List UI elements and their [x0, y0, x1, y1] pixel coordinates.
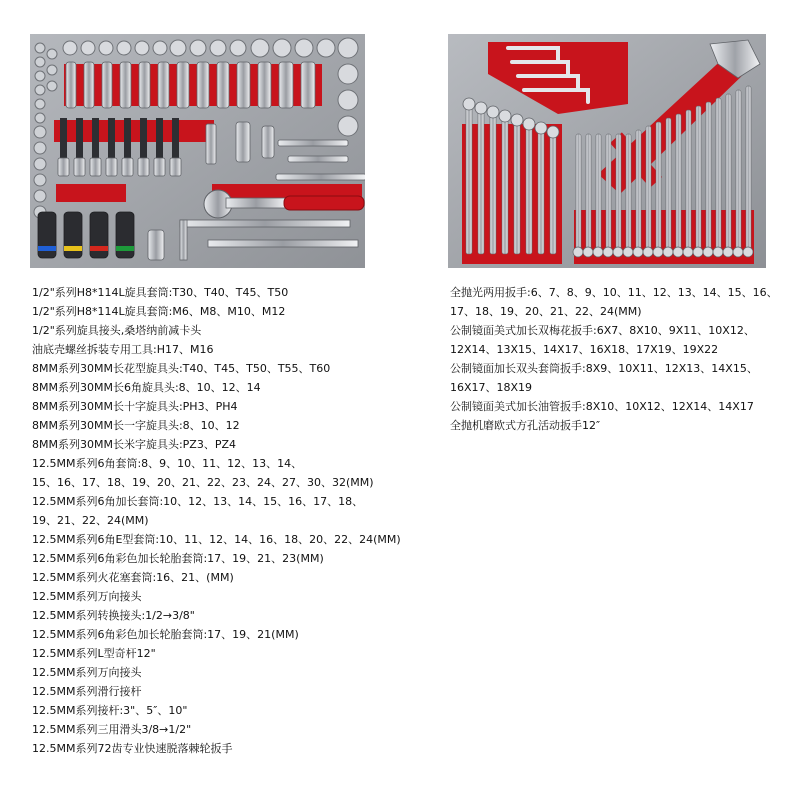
spec-line: 12.5MM系列6角E型套筒:10、11、12、14、16、18、20、22、24(MM): [32, 533, 401, 546]
spec-line: 15、16、17、18、19、20、21、22、23、24、27、30、32(MM): [32, 476, 374, 489]
spec-line: 12.5MM系列72齿专业快速脱落棘轮扳手: [32, 742, 233, 755]
spec-line: 12.5MM系列6角套筒:8、9、10、11、12、13、14、: [32, 457, 303, 470]
spec-line: 1/2"系列H8*114L旋具套筒:M6、M8、M10、M12: [32, 305, 286, 318]
wrench-tray-photo: [448, 34, 766, 268]
spec-line: 12X14、13X15、14X17、16X18、17X19、19X22: [450, 343, 719, 356]
spec-line: 全抛机磨欧式方孔活动扳手12″: [450, 419, 601, 432]
spec-line: 16X17、18X19: [450, 381, 533, 394]
spec-line: 公制镜面美式加长油管扳手:8X10、10X12、12X14、14X17: [450, 400, 754, 413]
spec-line: 油底壳螺丝拆装专用工具:H17、M16: [32, 343, 214, 356]
socket-tray-photo: [30, 34, 365, 268]
spec-line: 19、21、22、24(MM): [32, 514, 149, 527]
spec-line: 12.5MM系列L型奇杆12": [32, 647, 156, 660]
spec-line: 12.5MM系列6角彩色加长轮胎套筒:17、19、21(MM): [32, 628, 299, 641]
spec-line: 1/2"系列旋具接头,桑塔纳前减卡头: [32, 324, 202, 337]
spec-line: 12.5MM系列万向接头: [32, 666, 142, 679]
spec-line: 17、18、19、20、21、22、24(MM): [450, 305, 642, 318]
spec-line: 8MM系列30MM长十字旋具头:PH3、PH4: [32, 400, 238, 413]
spec-line: 公制镜面美式加长双梅花扳手:6X7、8X10、9X11、10X12、: [450, 324, 755, 337]
spec-line: 12.5MM系列6角加长套筒:10、12、13、14、15、16、17、18、: [32, 495, 364, 508]
spec-line: 8MM系列30MM长6角旋具头:8、10、12、14: [32, 381, 261, 394]
spec-line: 12.5MM系列滑行接杆: [32, 685, 142, 698]
spec-line: 12.5MM系列接杆:3"、5″、10": [32, 704, 188, 717]
wrench-spec-list: [450, 283, 780, 435]
spec-line: 8MM系列30MM长米字旋具头:PZ3、PZ4: [32, 438, 236, 451]
spec-line: 12.5MM系列万向接头: [32, 590, 142, 603]
spec-line: 12.5MM系列转换接头:1/2→3/8": [32, 609, 195, 622]
socket-spec-list: [32, 283, 432, 758]
spec-line: 12.5MM系列6角彩色加长轮胎套筒:17、19、21、23(MM): [32, 552, 324, 565]
spec-line: 12.5MM系列火花塞套筒:16、21、(MM): [32, 571, 234, 584]
spec-line: 8MM系列30MM长一字旋具头:8、10、12: [32, 419, 240, 432]
spec-line: 公制镜面加长双头套筒扳手:8X9、10X11、12X13、14X15、: [450, 362, 758, 375]
spec-line: 8MM系列30MM长花型旋具头:T40、T45、T50、T55、T60: [32, 362, 331, 375]
spec-line: 12.5MM系列三用滑头3/8→1/2": [32, 723, 192, 736]
spec-line: 1/2"系列H8*114L旋具套筒:T30、T40、T45、T50: [32, 286, 289, 299]
spec-line: 全抛光两用扳手:6、7、8、9、10、11、12、13、14、15、16、: [450, 286, 778, 299]
